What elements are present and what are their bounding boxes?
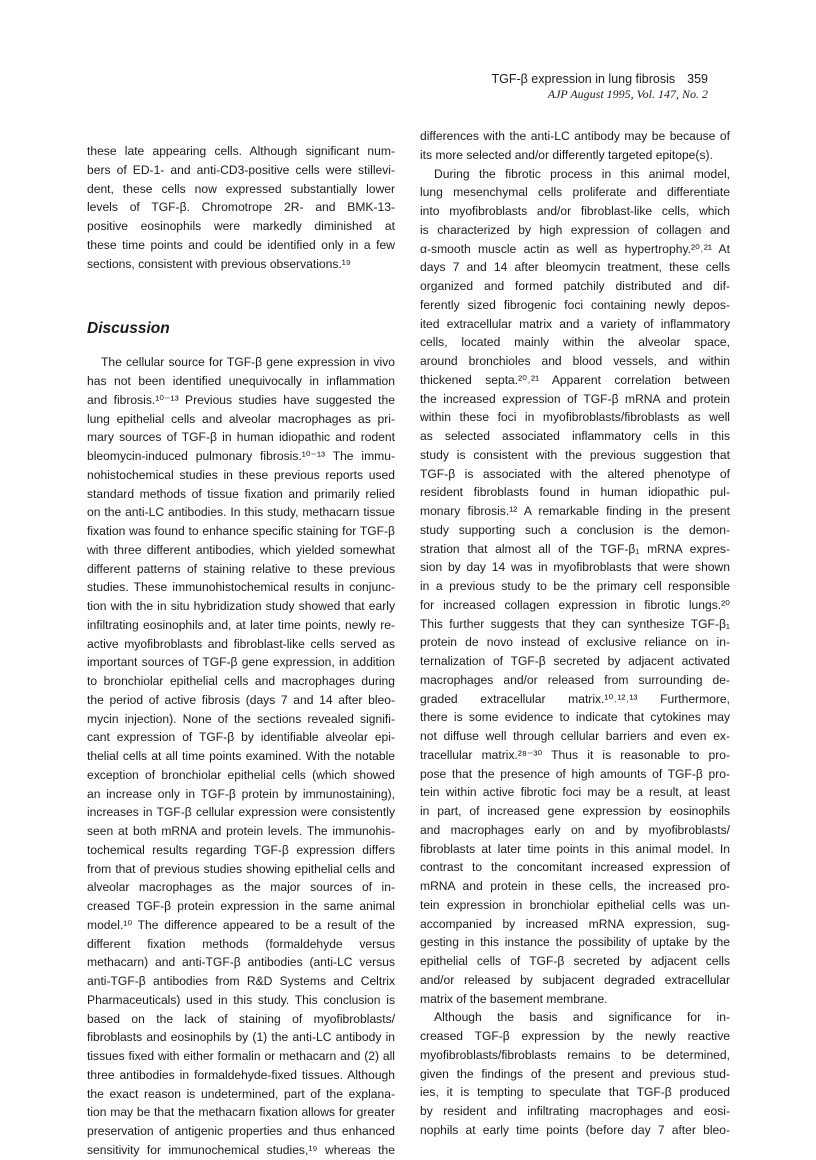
text-line: from that of previous studies showing epithelial cells and — [87, 861, 395, 876]
text-line: lung mesenchymal cells proliferate and differentiate — [420, 185, 730, 200]
text-line: creased TGF-β expression by the newly reactive — [420, 1029, 730, 1043]
text-line: This further suggests that they can synthesize TGF-β₁ — [420, 616, 730, 631]
text-line: mycin injection). None of the sections revealed signifi- — [87, 711, 395, 726]
text-line: contrast to the concomitant increased expression of — [420, 860, 730, 875]
text-line: anti-TGF-β antibodies from R&D Systems and Celtrix — [87, 974, 395, 988]
text-line: not diffuse well through cellular barriers and even ex- — [420, 729, 730, 743]
text-line: sections, consistent with previous observations.¹⁹ — [87, 256, 351, 271]
text-line: TGF-β is associated with the altered phenotype of — [420, 466, 730, 481]
text-line: tracellular matrix.²⁸⁻³⁰ Thus it is reasonable to pro- — [420, 747, 730, 762]
text-line: mary sources of TGF-β in human idiopathic and rodent — [87, 430, 395, 445]
text-line: on the anti-LC antibodies. In this study, methacarn tissue — [87, 505, 395, 520]
text-line: given the findings of the present and previous stud- — [420, 1066, 730, 1081]
text-line: to bronchiolar epithelial cells and macrophages during — [87, 674, 395, 688]
text-line: and/or released by subjacent degraded extracellular — [420, 972, 730, 987]
text-line: within these foci in myofibroblasts/fibroblasts as well — [420, 410, 730, 425]
text-line: tion with the in situ hybridization study showed that early — [87, 599, 395, 613]
text-line: into myofibroblasts and/or fibroblast-like cells, which — [420, 204, 730, 218]
text-line: pose that the presence of high amounts of TGF-β pro- — [420, 766, 730, 781]
text-line: sion by day 14 was in myofibroblasts that were shown — [420, 560, 730, 575]
running-header — [491, 72, 708, 102]
text-line: sensitivity for immunochemical studies,¹⁹ whereas the — [87, 1142, 395, 1157]
text-line: positive eosinophils were markedly diminished at — [87, 219, 395, 233]
text-line: different patterns of staining relative to these previous — [87, 561, 395, 576]
text-line: exception of bronchiolar epithelial cells (which showed — [87, 767, 395, 782]
text-line: During the fibrotic process in this animal model, — [434, 166, 730, 181]
text-line: methacarn) and anti-TGF-β antibodies (anti-LC versus — [87, 955, 395, 970]
text-line: the increased expression of TGF-β mRNA and protein — [420, 391, 730, 406]
text-line: protein de novo instead of exclusive reliance on in- — [420, 635, 730, 650]
text-line: nophils at early time points (before day 7 after bleo- — [420, 1122, 730, 1137]
text-line: based on the lack of staining of myofibroblasts/ — [87, 1011, 395, 1026]
text-line: Although the basis and significance for in- — [434, 1010, 730, 1025]
left-column — [87, 142, 395, 1160]
section-heading-discussion: Discussion — [87, 320, 170, 338]
text-line: gesting in this instance the possibility of uptake by the — [420, 935, 730, 950]
text-line: with three different antibodies, which yielded somewhat — [87, 542, 395, 557]
header-line-1 — [491, 72, 708, 86]
text-line: in a previous study to be the primary cell responsible — [420, 579, 730, 593]
text-line: fixation was found to enhance specific staining for TGF-β — [87, 524, 395, 538]
text-line: preservation of antigenic properties and thus enhanced — [87, 1124, 395, 1138]
text-line: as selected associated inflammatory cells in this — [420, 429, 730, 443]
text-line: Pharmaceuticals) used in this study. This conclusion is — [87, 992, 395, 1007]
text-line: study supporting such a conclusion is the demon- — [420, 522, 730, 537]
text-line: tion may be that the methacarn fixation allows for greater — [87, 1105, 395, 1120]
text-line: seen at both mRNA and protein levels. The immunohis- — [87, 824, 395, 838]
text-line: α-smooth muscle actin as well as hypertrophy.²⁰˒²¹ At — [420, 241, 730, 256]
paragraph-discussion-1 — [87, 353, 395, 1159]
text-line: myofibroblasts/fibroblasts remains to be determined, — [420, 1047, 730, 1062]
text-line: ternalization of TGF-β secreted by adjacent activated — [420, 654, 730, 668]
text-line: increases in TGF-β cellular expression were consistently — [87, 805, 395, 820]
text-line: monary fibrosis.¹² A remarkable finding in the present — [420, 504, 730, 518]
text-line: mRNA and protein in these cells, the increased pro- — [420, 879, 730, 893]
text-line: active myofibroblasts and fibroblast-like cells served as — [87, 636, 395, 651]
text-line: levels of TGF-β. Chromotrope 2R- and BMK-13- — [87, 200, 395, 215]
text-line: organized and formed patchily distributed and dif- — [420, 279, 730, 293]
text-line: tein expression in bronchiolar epithelial cells was un- — [420, 897, 730, 912]
text-line: infiltrating eosinophils and, at later time points, newly re- — [87, 617, 395, 632]
text-line: cant expression of TGF-β by identifiable alveolar epi- — [87, 730, 395, 745]
text-line: for increased collagen expression in fibrotic lungs.²⁰ — [420, 597, 730, 612]
paragraph-continued — [420, 127, 730, 165]
text-line: bleomycin-induced pulmonary fibrosis.¹⁰⁻¹³ The immu- — [87, 449, 395, 463]
text-line: by resident and infiltrating macrophages and eosi- — [420, 1104, 730, 1118]
text-line: lung epithelial cells and alveolar macrophages as pri- — [87, 411, 395, 426]
text-line: nohistochemical studies in these previous reports used — [87, 467, 395, 482]
page-number: 359 — [687, 72, 708, 86]
paragraph-discussion-2 — [420, 165, 730, 1009]
text-line: fibroblasts at later time points in this animal model. In — [420, 841, 730, 856]
running-title: TGF-β expression in lung fibrosis — [491, 72, 676, 86]
text-line: alveolar macrophages as the major sources of in- — [87, 880, 395, 895]
text-line: around bronchioles and blood vessels, and within — [420, 354, 730, 368]
text-line: tein within active fibrotic foci may be a result, at least — [420, 785, 730, 800]
text-line: different fixation methods (formaldehyde versus — [87, 936, 395, 951]
text-line: ited extracellular matrix and a variety of inflammatory — [420, 316, 730, 331]
right-column — [420, 127, 730, 1140]
text-line: thickened septa.²⁰˒²¹ Apparent correlation between — [420, 372, 730, 387]
text-line: matrix of the basement membrane. — [420, 991, 608, 1006]
journal-citation: AJP August 1995, Vol. 147, No. 2 — [547, 87, 708, 101]
text-line: tissues fixed with either formalin or methacarn and (2) all — [87, 1049, 395, 1063]
text-line: The cellular source for TGF-β gene expression in vivo — [101, 355, 395, 370]
text-line: thelial cells at all time points examined. With the notable — [87, 749, 395, 763]
text-line: creased TGF-β protein expression in the same animal — [87, 899, 395, 913]
text-line: stration that almost all of the TGF-β₁ mRNA expres- — [420, 541, 730, 556]
paragraph-discussion-3 — [420, 1008, 730, 1139]
text-line: tochemical results regarding TGF-β expression differs — [87, 842, 395, 857]
text-line: epithelial cells of TGF-β secreted by adjacent cells — [420, 954, 730, 968]
text-line: standard methods of tissue fixation and primarily relied — [87, 486, 395, 501]
text-line: graded extracellular matrix.¹⁰˒¹²˒¹³ Furthermore, — [420, 691, 730, 706]
text-line: study is consistent with the previous suggestion that — [420, 447, 730, 462]
text-line: dent, these cells now expressed substantially lower — [87, 181, 395, 196]
text-line: macrophages and/or released from surrounding de- — [420, 672, 730, 687]
text-line: model.¹⁰ The difference appeared to be a result of the — [87, 917, 395, 932]
paragraph-results-end — [87, 142, 395, 273]
text-line: and macrophages early on and by myofibroblasts/ — [420, 822, 730, 837]
text-line: an increase only in TGF-β protein by immunostaining), — [87, 786, 395, 801]
text-line: resident fibroblasts found in human idiopathic pul- — [420, 485, 730, 500]
text-line: is characterized by high expression of collagen and — [420, 222, 730, 237]
text-line: ies, it is tempting to speculate that TGF-β produced — [420, 1085, 730, 1100]
text-line: accompanied by increased mRNA expression, sug- — [420, 916, 730, 931]
text-line: these late appearing cells. Although significant num- — [87, 144, 395, 158]
text-line: three antibodies in formaldehyde-fixed tissues. Although — [87, 1067, 395, 1082]
text-line: the exact reason is undetermined, part of the explana- — [87, 1086, 395, 1101]
text-line: has not been identified unequivocally in inflammation — [87, 374, 395, 388]
text-line: its more selected and/or differently targeted epitope(s). — [420, 147, 713, 162]
text-line: ferently sized fibrogenic foci containing newly depos- — [420, 297, 730, 312]
text-line: days 7 and 14 after bleomycin treatment, these cells — [420, 260, 730, 275]
text-line: cells, located mainly within the alveolar space, — [420, 335, 730, 350]
text-line: differences with the anti-LC antibody may be because of — [420, 129, 730, 143]
text-line: these time points and could be identified only in a few — [87, 237, 395, 252]
text-line: bers of ED-1- and anti-CD3-positive cells were stillevi- — [87, 162, 395, 177]
text-line: the period of active fibrosis (days 7 and 14 after bleo- — [87, 692, 395, 707]
text-line: studies. These immunohistochemical results in conjunc- — [87, 580, 395, 595]
text-line: in part, of increased gene expression by eosinophils — [420, 804, 730, 818]
text-line: and fibrosis.¹⁰⁻¹³ Previous studies have suggested the — [87, 392, 395, 407]
text-line: fibroblasts and eosinophils by (1) the anti-LC antibody in — [87, 1030, 395, 1045]
text-line: there is some evidence to indicate that cytokines may — [420, 710, 730, 725]
text-line: important sources of TGF-β gene expression, in addition — [87, 655, 395, 670]
